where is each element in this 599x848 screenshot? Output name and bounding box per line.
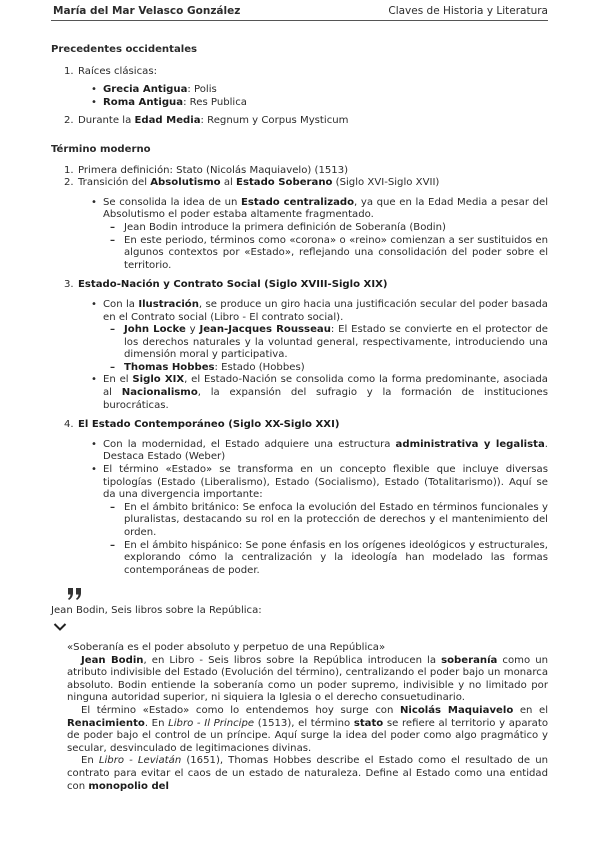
list-precedentes: [51, 66, 548, 128]
quote-title: Jean Bodin, Seis libros sobre la República:: [51, 605, 262, 617]
list-item: – John Locke y Jean-Jacques Rousseau: El Estado se convierte en el protector de los derechos naturales y la voluntad general, respectivamente, introduciendo una dimensión moral y participativa.: [110, 324, 549, 361]
list-item: 4. El Estado Contemporáneo (Siglo XX-Siglo XXI): [64, 419, 340, 431]
list-item: 3. Estado-Nación y Contrato Social (Siglo XVIII-Siglo XIX): [64, 279, 388, 291]
list-item: • Con la modernidad, el Estado adquiere una estructura administrativa y legalista. Destaca Estado (Weber): [91, 438, 549, 463]
header-rule: [51, 20, 548, 21]
quote-icon-glyph: [67, 586, 83, 602]
list-item: – Jean Bodin introduce la primera definición de Soberanía (Bodin): [110, 221, 446, 233]
list-item: • Grecia Antigua: Polis: [91, 84, 217, 96]
section-heading-precedentes: Precedentes occidentales: [51, 44, 198, 55]
list-item: • Con la Ilustración, se produce un giro hacia una justificación secular del poder basada en el Contrato social (Libro - El contrato social).: [91, 298, 548, 323]
paragraph-maquiavelo: El término «Estado» como lo entendemos hoy surge con Nicolás Maquiavelo en el Renacimiento. En Libro - Il Principe (1513), el término stato se refiere al territorio y aparato de poder bajo el control de un príncipe. Aquí surge la idea del poder como algo pragmático y secular, desvinculado de legitimaciones divinas.: [67, 704, 548, 754]
paragraph-hobbes: En Libro - Leviatán (1651), Thomas Hobbes describe el Estado como el resultado de un contrato para evitar el caos de un estado de naturaleza. Define al Estado como una entidad con monopolio del: [67, 755, 548, 792]
list-item: • Se consolida la idea de un Estado centralizado, ya que en la Edad Media a pesar del Absolutismo el poder estaba altamente fragmentado.: [91, 196, 548, 221]
list-item: • El término «Estado» se transforma en un concepto flexible que incluye diversas tipologías (Estado (Liberalismo), Estado (Socialismo), Estado (Totalitarismo)). Aquí se da una divergencia importante:: [91, 464, 548, 501]
quote-toggle[interactable]: [53, 622, 548, 634]
header-book-title: Claves de Historia y Literatura: [388, 5, 548, 17]
section-heading-termino-moderno: Término moderno: [51, 143, 151, 155]
page-content: [51, 44, 548, 793]
list-item: 1. Primera definición: Stato (Nicolás Maquiavelo) (1513): [64, 164, 349, 176]
chevron-down-icon[interactable]: [53, 622, 67, 632]
list-item: • En el Siglo XIX, el Estado-Nación se consolida como la forma predominante, asociada al Nacionalismo, la expansión del sufragio y la formación de instituciones burocráticas.: [91, 374, 548, 411]
list-termino-moderno: [51, 165, 548, 578]
list-item: 1. Raíces clásicas:: [64, 65, 158, 77]
list-item: – Thomas Hobbes: Estado (Hobbes): [110, 361, 305, 373]
list-item: – En el ámbito británico: Se enfoca la evolución del Estado en términos funcionales y pluralistas, destacando su rol en la protección de derechos y el mantenimiento del orden.: [110, 501, 548, 538]
running-header: [53, 5, 548, 19]
list-item: – En el ámbito hispánico: Se pone énfasis en los orígenes ideológicos y estructurales, explorando cómo la centralización y la ideología han modelado las formas contemporáneas de poder.: [110, 539, 548, 576]
list-item: – En este periodo, términos como «corona» o «reino» comienzan a ser sustituidos en algunos contextos por «Estado», reflejando una consolidación del poder sobre el territorio.: [110, 234, 548, 271]
quote-text: «Soberanía es el poder absoluto y perpetuo de una República»: [67, 641, 386, 653]
quote-icon: [67, 585, 548, 605]
list-item: 2. Transición del Absolutismo al Estado Soberano (Siglo XVI-Siglo XVII): [64, 177, 440, 189]
list-item: 2. Durante la Edad Media: Regnum y Corpus Mysticum: [64, 115, 349, 127]
quote-callout: [51, 585, 548, 634]
list-item: • Roma Antigua: Res Publica: [91, 96, 247, 108]
paragraph-bodin: Jean Bodin, en Libro - Seis libros sobre la República introducen la soberanía como un atributo indivisible del Estado (Evolución del término), centralizando el poder bajo un monarca absoluto. Bodin entiende la soberanía como un poder supremo, indivisible y no limitado por ninguna autoridad superior, ni siquiera la Iglesia o el derecho consuetudinario.: [67, 654, 548, 704]
header-author: María del Mar Velasco González: [53, 5, 241, 17]
